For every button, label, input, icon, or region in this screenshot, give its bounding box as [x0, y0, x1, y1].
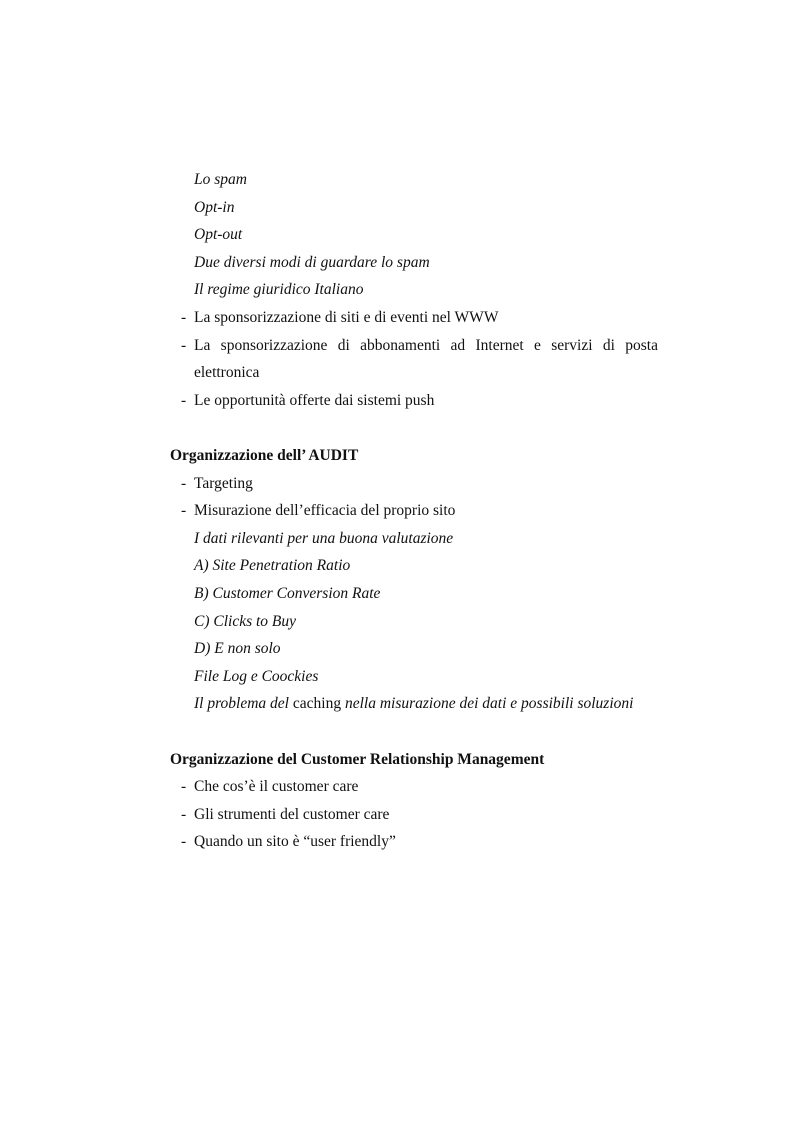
list-item-push-systems: Le opportunità offerte dai sistemi push	[194, 392, 435, 409]
bullet-dash: -	[181, 337, 187, 354]
list-item-clicks-to-buy: C) Clicks to Buy	[194, 613, 297, 630]
caching-text-part3: nella misurazione dei dati e possibili soluzioni	[344, 695, 634, 712]
caching-text-part1: Il problema del	[194, 695, 289, 712]
list-item-spam: Lo spam	[194, 171, 247, 188]
bullet-dash: -	[181, 502, 187, 519]
section-heading-audit: Organizzazione dell’ AUDIT	[170, 447, 359, 464]
list-item-sponsor-subscriptions-cont: elettronica	[194, 364, 260, 381]
list-item-sponsor-subscriptions: La sponsorizzazione di abbonamenti ad Internet e servizi di posta	[194, 337, 658, 354]
bullet-dash: -	[181, 833, 187, 850]
list-item-sponsor-sites: La sponsorizzazione di siti e di eventi nel WWW	[194, 309, 499, 326]
list-item-legal-regime: Il regime giuridico Italiano	[194, 281, 364, 298]
bullet-dash: -	[181, 778, 187, 795]
list-item-customer-care: Che cos’è il customer care	[194, 778, 359, 795]
bullet-dash: -	[181, 392, 187, 409]
list-item-opt-out: Opt-out	[194, 226, 243, 243]
list-item-opt-in: Opt-in	[194, 199, 235, 216]
list-item-caching-problem	[194, 694, 633, 714]
caching-text-part2: caching	[292, 695, 342, 712]
list-item-site-efficacy: Misurazione dell’efficacia del proprio sito	[194, 502, 456, 519]
list-item-not-only: D) E non solo	[194, 640, 281, 657]
list-item-spam-views: Due diversi modi di guardare lo spam	[194, 254, 430, 271]
bullet-dash: -	[181, 309, 187, 326]
bullet-dash: -	[181, 806, 187, 823]
section-heading-crm: Organizzazione del Customer Relationship Management	[170, 751, 545, 768]
bullet-dash: -	[181, 475, 187, 492]
list-item-site-penetration: A) Site Penetration Ratio	[194, 557, 351, 574]
list-item-log-files: File Log e Coockies	[194, 668, 319, 685]
list-item-user-friendly: Quando un sito è “user friendly”	[194, 833, 396, 850]
list-item-targeting: Targeting	[194, 475, 253, 492]
list-item-conversion-rate: B) Customer Conversion Rate	[194, 585, 381, 602]
list-item-relevant-data: I dati rilevanti per una buona valutazione	[194, 530, 454, 547]
list-item-customer-care-tools: Gli strumenti del customer care	[194, 806, 390, 823]
